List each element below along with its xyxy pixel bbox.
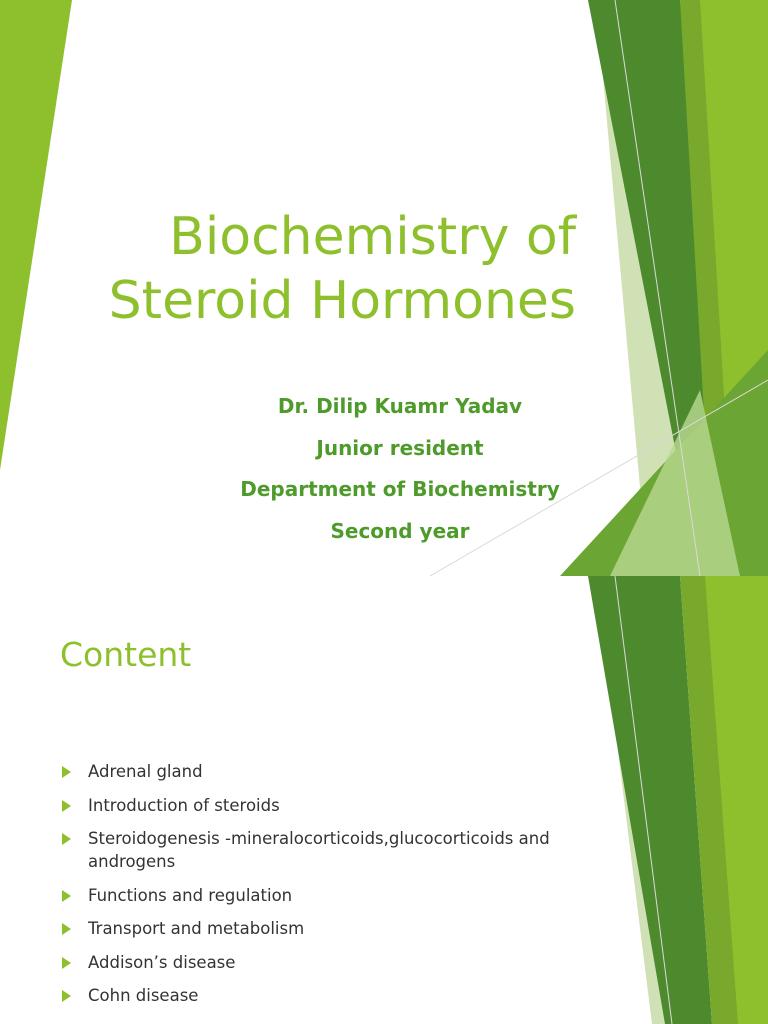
bullet-arrow-icon [62, 923, 71, 935]
list-item: Cohn disease [60, 984, 580, 1007]
content-list [60, 760, 580, 1018]
author-year: Second year [330, 518, 470, 543]
list-item: Transport and metabolism [60, 917, 580, 940]
slide-title [56, 205, 576, 333]
author-position: Junior resident [316, 435, 484, 460]
bullet-arrow-icon [62, 766, 71, 778]
bullet-arrow-icon [62, 833, 71, 845]
list-item: Steroidogenesis -mineralocorticoids,glucocorticoids and androgens [60, 827, 580, 873]
presenter-info [200, 386, 600, 552]
author-department: Department of Biochemistry [240, 477, 560, 501]
title-line-2: Steroid Hormones [108, 271, 576, 331]
bullet-arrow-icon [62, 890, 71, 902]
bullet-arrow-icon [62, 990, 71, 1002]
title-line-1: Biochemistry of [169, 207, 576, 267]
bullet-arrow-icon [62, 957, 71, 969]
bullet-arrow-icon [62, 800, 71, 812]
list-item: Adrenal gland [60, 760, 580, 783]
list-item: Addison’s disease [60, 951, 580, 974]
content-slide [0, 576, 768, 1024]
list-item: Introduction of steroids [60, 794, 580, 817]
list-item: Functions and regulation [60, 884, 580, 907]
content-heading: Content [60, 635, 192, 674]
author-name: Dr. Dilip Kuamr Yadav [277, 394, 523, 418]
